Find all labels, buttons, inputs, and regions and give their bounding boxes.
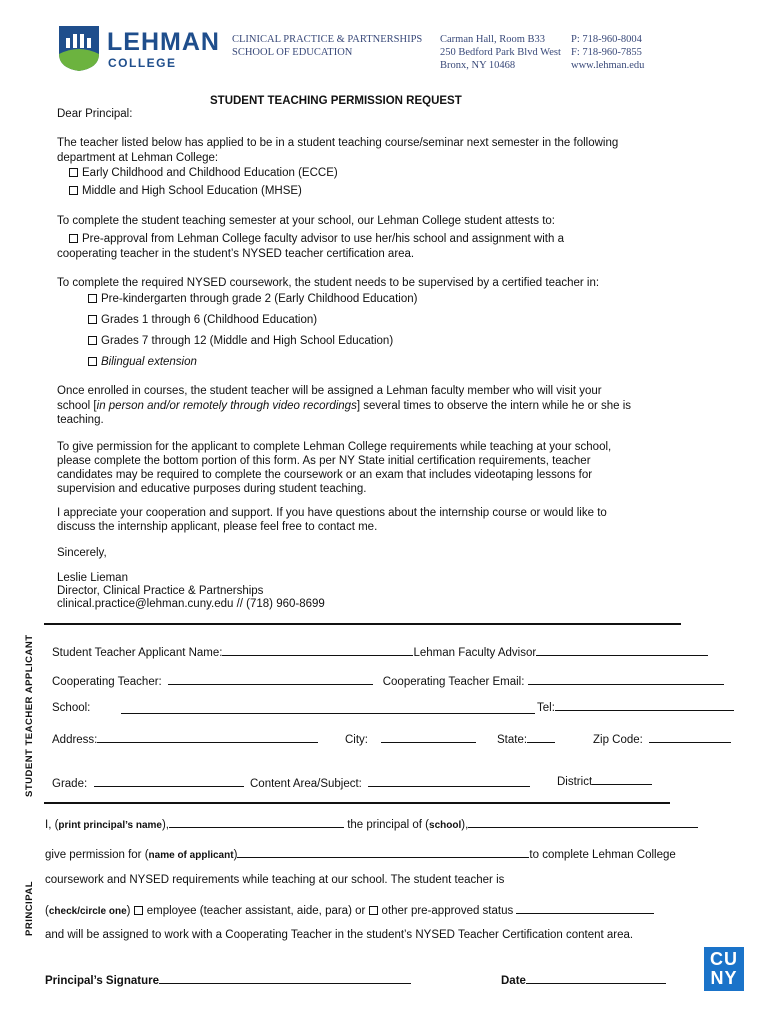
- cuny-logo: [704, 947, 744, 991]
- text: ),: [161, 819, 169, 831]
- zip-row: [593, 731, 731, 746]
- date-field[interactable]: [526, 972, 666, 984]
- permission-line: candidates may be required to complete the coursework or an exam that includes videotaping lessons for: [57, 469, 593, 481]
- permission-line: To give permission for the applicant to complete Lehman College requirements while teaching at your school,: [57, 441, 612, 453]
- option-label: Pre-kindergarten through grade 2 (Early Childhood Education): [101, 293, 418, 305]
- state-row: [497, 731, 555, 746]
- text: (: [45, 905, 49, 917]
- text: other pre-approved status: [381, 905, 514, 917]
- text: ),: [461, 819, 469, 831]
- principal-section-label: PRINCIPAL: [24, 881, 35, 936]
- text: I, (: [45, 819, 59, 831]
- section-divider: [44, 623, 681, 625]
- header-department: [232, 33, 422, 59]
- city-row: [345, 731, 476, 746]
- text: ): [233, 849, 238, 861]
- text: give permission for (: [45, 849, 149, 861]
- text: name of applicant: [148, 850, 234, 861]
- checkbox[interactable]: [69, 186, 78, 195]
- attest-text: Pre-approval from Lehman College faculty advisor to use her/his school and assignment with a: [82, 233, 564, 245]
- district-row: [557, 773, 652, 788]
- closing: Sincerely,: [57, 547, 107, 559]
- field-label: Cooperating Teacher Email:: [382, 676, 525, 688]
- intro-line: department at Lehman College:: [57, 152, 219, 164]
- signer-title: Director, Clinical Practice & Partnerships: [57, 585, 264, 597]
- principal-name-field[interactable]: [169, 816, 344, 828]
- option-label: Grades 7 through 12 (Middle and High School Education): [101, 335, 394, 347]
- checkbox[interactable]: [88, 315, 97, 324]
- address-line: Carman Hall, Room B33: [440, 34, 545, 45]
- enroll-line: [57, 400, 631, 412]
- dept-line: SCHOOL OF EDUCATION: [232, 47, 353, 58]
- address-line: 250 Bedford Park Blvd West: [440, 47, 561, 58]
- grade-option-prek2: [88, 293, 417, 305]
- field-label: Address:: [52, 734, 98, 746]
- address-row: [52, 731, 318, 746]
- text: ): [126, 905, 131, 917]
- field-label: Grade:: [52, 778, 88, 790]
- school-name-field[interactable]: [468, 816, 698, 828]
- text: in person and/or remotely through video recordings: [96, 400, 357, 412]
- date-label: Date: [501, 975, 526, 987]
- option-label: Middle and High School Education (MHSE): [82, 185, 302, 197]
- attest-text-cont: cooperating teacher in the student’s NYSED teacher certification area.: [57, 248, 415, 260]
- coop-email-field[interactable]: [528, 673, 724, 685]
- employee-checkbox[interactable]: [134, 906, 143, 915]
- permission-line: please complete the bottom portion of this form. As per NY State initial certification requirements, teacher: [57, 455, 591, 467]
- appreciation-line: discuss the internship applicant, please feel free to contact me.: [57, 521, 378, 533]
- grade-field[interactable]: [94, 775, 244, 787]
- appreciation-line: I appreciate your cooperation and support. If you have questions about the internship course or would like to: [57, 507, 607, 519]
- contact-line: P: 718-960-8004: [571, 34, 642, 45]
- option-label: Grades 1 through 6 (Childhood Education): [101, 314, 318, 326]
- other-status-checkbox[interactable]: [369, 906, 378, 915]
- signature-field[interactable]: [159, 972, 411, 984]
- field-label: City:: [345, 734, 368, 746]
- text: the principal of (: [344, 819, 430, 831]
- dept-line: CLINICAL PRACTICE & PARTNERSHIPS: [232, 34, 423, 45]
- field-label: Zip Code:: [593, 734, 643, 746]
- applicant-name-field[interactable]: [222, 644, 413, 656]
- field-label: Content Area/Subject:: [250, 778, 362, 790]
- content-area-row: [250, 775, 530, 790]
- dept-option-mhse: [69, 185, 302, 197]
- header-address: [440, 33, 561, 72]
- field-label: District: [557, 776, 593, 788]
- address-line: Bronx, NY 10468: [440, 60, 516, 71]
- dept-option-ecce: [69, 167, 338, 179]
- lehman-logo: [57, 24, 220, 72]
- signature-row: [45, 972, 411, 987]
- applicant-name-field[interactable]: [237, 846, 529, 858]
- grade-option-1-6: [88, 314, 317, 326]
- intro-line: The teacher listed below has applied to be in a student teaching course/seminar next semester in the following: [57, 137, 619, 149]
- cuny-top: CU: [710, 949, 738, 969]
- student-section-label: STUDENT TEACHER APPLICANT: [24, 634, 35, 797]
- attest-option: [69, 233, 564, 245]
- section-divider: [44, 802, 670, 804]
- option-label: Bilingual extension: [101, 356, 197, 368]
- principal-line-3: coursework and NYSED requirements while teaching at our school. The student teacher is: [45, 874, 505, 886]
- address-field[interactable]: [97, 731, 318, 743]
- field-label: State:: [497, 734, 528, 746]
- date-row: [501, 972, 666, 987]
- checkbox[interactable]: [69, 234, 78, 243]
- checkbox[interactable]: [88, 357, 97, 366]
- signer-name: Leslie Lieman: [57, 572, 128, 584]
- faculty-advisor-field[interactable]: [536, 644, 708, 656]
- signer-contact: clinical.practice@lehman.cuny.edu // (718) 960-8699: [57, 598, 325, 610]
- district-field[interactable]: [592, 773, 652, 785]
- nysed-intro: To complete the required NYSED coursework, the student needs to be supervised by a certified teacher in:: [57, 277, 600, 289]
- field-label: Tel:: [537, 702, 555, 714]
- checkbox[interactable]: [88, 294, 97, 303]
- text: school: [429, 820, 462, 831]
- permission-line: supervision and educative purposes during student teaching.: [57, 483, 367, 495]
- grade-row: [52, 775, 244, 790]
- state-field[interactable]: [527, 731, 555, 743]
- principal-line-2: [45, 846, 676, 861]
- field-label: Lehman Faculty Advisor: [413, 647, 537, 659]
- text: to complete Lehman College: [529, 849, 676, 861]
- checkbox[interactable]: [88, 336, 97, 345]
- text: ] several times to observe the intern while he or she is: [356, 400, 632, 412]
- zip-field[interactable]: [649, 731, 731, 743]
- tel-field[interactable]: [555, 699, 734, 711]
- checkbox[interactable]: [69, 168, 78, 177]
- school-field[interactable]: [121, 702, 535, 714]
- city-field[interactable]: [381, 731, 476, 743]
- signature-label: Principal’s Signature: [45, 975, 159, 987]
- contact-line: F: 718-960-7855: [571, 47, 642, 58]
- other-status-field[interactable]: [516, 902, 654, 914]
- content-area-field[interactable]: [368, 775, 530, 787]
- lehman-shield-icon: [57, 24, 101, 72]
- grade-option-bilingual: [88, 356, 197, 368]
- principal-line-1: [45, 816, 698, 831]
- cuny-bottom: NY: [710, 968, 738, 988]
- logo-wordmark: LEHMAN: [107, 28, 220, 56]
- attest-intro: To complete the student teaching semester at your school, our Lehman College student attests to:: [57, 215, 555, 227]
- principal-line-4: [45, 902, 654, 917]
- field-label: Cooperating Teacher:: [52, 676, 162, 688]
- salutation: Dear Principal:: [57, 108, 133, 120]
- logo-subtitle: COLLEGE: [108, 56, 177, 70]
- option-label: Early Childhood and Childhood Education (ECCE): [82, 167, 338, 179]
- principal-line-5: and will be assigned to work with a Cooperating Teacher in the student’s NYSED Teacher Certification content area.: [45, 929, 634, 941]
- grade-option-7-12: [88, 335, 393, 347]
- text: print principal’s name: [58, 820, 162, 831]
- field-label: Student Teacher Applicant Name:: [52, 647, 223, 659]
- header-contact: [571, 33, 644, 72]
- text: school [: [57, 400, 97, 412]
- enroll-line: teaching.: [57, 414, 104, 426]
- applicant-name-row: [52, 644, 708, 659]
- school-label: School:: [52, 702, 91, 714]
- contact-line: www.lehman.edu: [571, 60, 645, 71]
- tel-row: [537, 699, 734, 714]
- coop-teacher-field[interactable]: [168, 673, 373, 685]
- text: check/circle one: [48, 906, 127, 917]
- enroll-line: Once enrolled in courses, the student teacher will be assigned a Lehman faculty member who will visit your: [57, 385, 602, 397]
- document-title: STUDENT TEACHING PERMISSION REQUEST: [210, 95, 462, 107]
- coop-teacher-row: [52, 673, 724, 688]
- text: employee (teacher assistant, aide, para) or: [146, 905, 366, 917]
